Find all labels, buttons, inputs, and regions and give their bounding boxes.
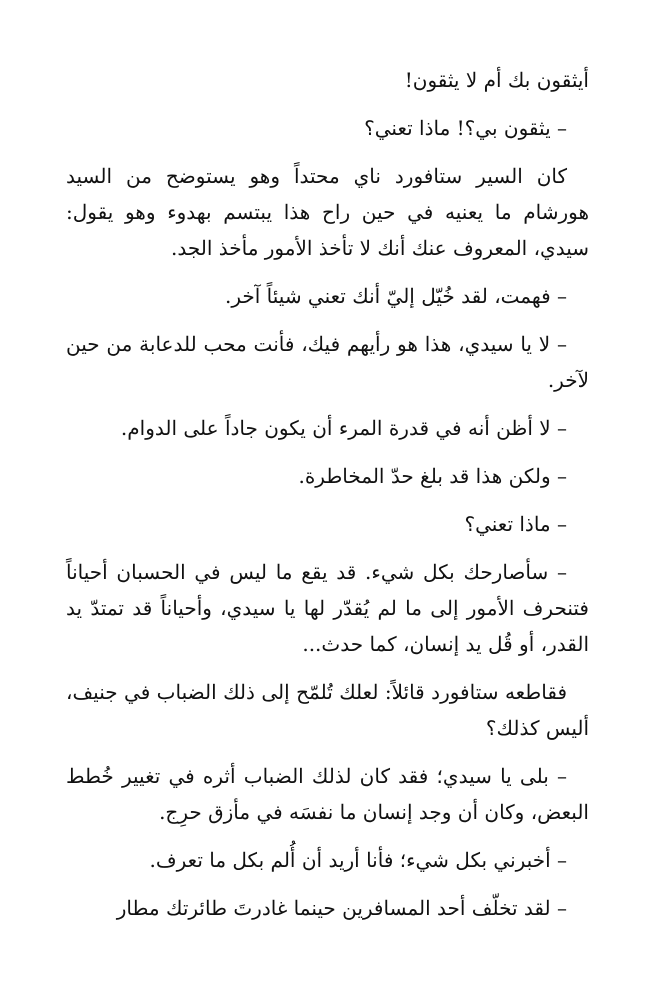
paragraph-6: – لا أظن أنه في قدرة المرء أن يكون جاداً على الدوام. <box>120 416 567 440</box>
paragraph-12: – أخبرني بكل شيء؛ فأنا أريد أن أُلم بكل ما تعرف. <box>149 848 567 872</box>
paragraph-2: – يثقون بي؟! ماذا تعني؟ <box>364 116 567 140</box>
paragraph-5: – لا يا سيدي، هذا هو رأيهم فيك، فأنت محب للدعابة من حين لآخر. <box>66 332 589 392</box>
paragraph-13: – لقد تخلّف أحد المسافرين حينما غادرتَ طائرتك مطار <box>116 896 567 920</box>
paragraph-10: فقاطعه ستافورد قائلاً: لعلك تُلمّح إلى ذلك الضباب في جنيف، أليس كذلك؟ <box>66 680 589 740</box>
paragraph-1: أيثقون بك أم لا يثقون! <box>404 68 589 92</box>
paragraph-11: – بلى يا سيدي؛ فقد كان لذلك الضباب أثره في تغيير خُطط البعض، وكان أن وجد إنسان ما نفسَه في مأزق حرِج. <box>66 764 589 824</box>
paragraph-7: – ولكن هذا قد بلغ حدّ المخاطرة. <box>298 464 567 488</box>
paragraph-9: – سأصارحك بكل شيء. قد يقع ما ليس في الحسبان أحياناً فتنحرف الأمور إلى ما لم يُقدّر لها يا سيدي، وأحياناً قد تمتدّ يد القدر، أو قُل يد إنسان، كما حدث... <box>66 560 589 656</box>
paragraph-4: – فهمت، لقد خُيّل إليّ أنك تعني شيئاً آخر. <box>224 284 567 308</box>
paragraph-3: كان السير ستافورد ناي محتداً وهو يستوضح من السيد هورشام ما يعنيه في حين راح هذا يبتسم بهدوء وهو يقول: سيدي، المعروف عنك أنك لا تأخذ الأمور مأخذ الجد. <box>66 164 589 260</box>
paragraph-8: – ماذا تعني؟ <box>464 512 567 536</box>
